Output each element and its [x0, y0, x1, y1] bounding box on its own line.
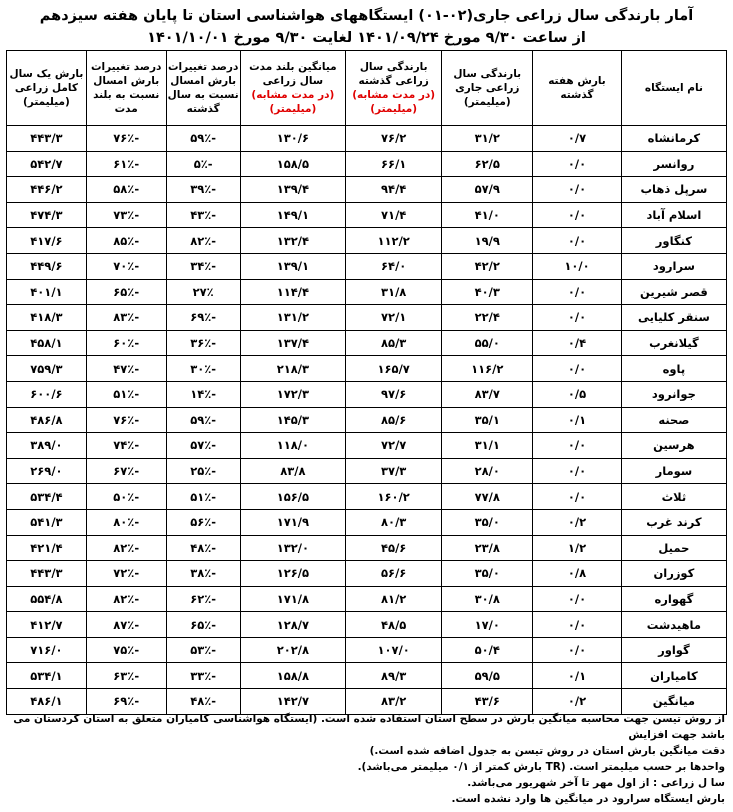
change-vs-longterm-cell: -۵۱٪: [86, 381, 166, 407]
change-vs-last-cell: -۱۴٪: [166, 381, 240, 407]
last-year-rain-cell: ۹۷/۶: [345, 381, 441, 407]
change-vs-longterm-cell: -۷۶٪: [86, 126, 166, 152]
last-year-rain-cell: ۷۶/۲: [345, 126, 441, 152]
change-vs-longterm-cell: -۸۵٪: [86, 228, 166, 254]
change-vs-longterm-cell: -۶۱٪: [86, 151, 166, 177]
change-vs-last-cell: -۳۴٪: [166, 253, 240, 279]
change-vs-last-cell: -۳۶٪: [166, 330, 240, 356]
table-row: [7, 509, 727, 535]
week-rain-cell: ۰/۰: [533, 279, 622, 305]
header-last-year: بارندگی سال زراعی گذشته (در مدت مشابه) (میلیمتر): [345, 51, 441, 126]
change-vs-last-cell: -۵۱٪: [166, 484, 240, 510]
longterm-avg-cell: ۱۳۲/۴: [240, 228, 345, 254]
station-name-cell: روانسر: [621, 151, 726, 177]
table-row: [7, 279, 727, 305]
last-year-rain-cell: ۷۲/۱: [345, 305, 441, 331]
longterm-avg-cell: ۱۲۸/۷: [240, 612, 345, 638]
station-name-cell: گواور: [621, 637, 726, 663]
longterm-avg-cell: ۸۳/۸: [240, 458, 345, 484]
current-rain-cell: ۱۱۶/۲: [442, 356, 533, 382]
station-name-cell: پاوه: [621, 356, 726, 382]
station-name-cell: صحنه: [621, 407, 726, 433]
full-year-rain-cell: ۵۳۴/۴: [7, 484, 87, 510]
current-rain-cell: ۴۱/۰: [442, 202, 533, 228]
longterm-avg-cell: ۱۴۹/۱: [240, 202, 345, 228]
footnote: دقت میانگین بارش استان در روش تیسن به جدول اضافه شده است.): [369, 745, 725, 757]
table-row: [7, 433, 727, 459]
change-vs-longterm-cell: -۸۳٪: [86, 305, 166, 331]
current-rain-cell: ۲۸/۰: [442, 458, 533, 484]
longterm-avg-cell: ۱۳۰/۶: [240, 126, 345, 152]
full-year-rain-cell: ۴۲۱/۴: [7, 535, 87, 561]
full-year-rain-cell: ۵۴۱/۳: [7, 509, 87, 535]
week-rain-cell: ۰/۲: [533, 689, 622, 715]
change-vs-last-cell: -۴۳٪: [166, 202, 240, 228]
change-vs-longterm-cell: -۶۳٪: [86, 663, 166, 689]
change-vs-longterm-cell: -۶۹٪: [86, 689, 166, 715]
longterm-avg-cell: ۱۱۴/۴: [240, 279, 345, 305]
current-rain-cell: ۵۵/۰: [442, 330, 533, 356]
station-name-cell: کرند غرب: [621, 509, 726, 535]
longterm-avg-cell: ۱۳۱/۲: [240, 305, 345, 331]
change-vs-longterm-cell: -۸۲٪: [86, 586, 166, 612]
table-row: [7, 151, 727, 177]
station-name-cell: کنگاور: [621, 228, 726, 254]
header-change-last: درصد تغییرات بارش امسال نسبت به سال گذشته: [166, 51, 240, 126]
full-year-rain-cell: ۵۵۴/۸: [7, 586, 87, 612]
table-row: [7, 586, 727, 612]
table-row: [7, 484, 727, 510]
longterm-avg-cell: ۱۷۲/۳: [240, 381, 345, 407]
station-name-cell: حمیل: [621, 535, 726, 561]
longterm-avg-cell: ۱۵۶/۵: [240, 484, 345, 510]
week-rain-cell: ۱۰/۰: [533, 253, 622, 279]
current-rain-cell: ۶۲/۵: [442, 151, 533, 177]
station-name-cell: اسلام آباد: [621, 202, 726, 228]
current-rain-cell: ۸۳/۷: [442, 381, 533, 407]
change-vs-last-cell: -۵۹٪: [166, 407, 240, 433]
change-vs-longterm-cell: -۷۵٪: [86, 637, 166, 663]
table-row: [7, 458, 727, 484]
full-year-rain-cell: ۴۴۳/۳: [7, 561, 87, 587]
longterm-avg-cell: ۱۳۹/۱: [240, 253, 345, 279]
change-vs-longterm-cell: -۷۲٪: [86, 561, 166, 587]
last-year-rain-cell: ۸۳/۲: [345, 689, 441, 715]
full-year-rain-cell: ۴۷۴/۳: [7, 202, 87, 228]
last-year-rain-cell: ۷۱/۴: [345, 202, 441, 228]
station-name-cell: هرسین: [621, 433, 726, 459]
table-row: [7, 535, 727, 561]
report-title: آمار بارندگی سال زراعی جاری(۰۲-۰۱) ایستگاههای هواشناسی استان تا پایان هفته سیزدهم: [39, 8, 694, 24]
longterm-avg-cell: ۲۱۸/۳: [240, 356, 345, 382]
current-rain-cell: ۲۳/۸: [442, 535, 533, 561]
station-name-cell: کامیاران: [621, 663, 726, 689]
full-year-rain-cell: ۴۴۳/۳: [7, 126, 87, 152]
header-full-year: بارش یک سال کامل زراعی (میلیمتر): [7, 51, 87, 126]
footnote: از روش تیسن جهت محاسبه میانگین بارش در سطح استان استفاده شده است. (ایستگاه هواشناسی کامیاران متعلق به استان کردستان می باشد جهت افزایش: [13, 713, 725, 741]
change-vs-longterm-cell: -۵۸٪: [86, 177, 166, 203]
change-vs-longterm-cell: -۷۶٪: [86, 407, 166, 433]
week-rain-cell: ۰/۱: [533, 407, 622, 433]
full-year-rain-cell: ۴۵۸/۱: [7, 330, 87, 356]
station-name-cell: سنقر کلیایی: [621, 305, 726, 331]
station-name-cell: گیلانغرب: [621, 330, 726, 356]
current-rain-cell: ۵۷/۹: [442, 177, 533, 203]
last-year-rain-cell: ۸۱/۲: [345, 586, 441, 612]
week-rain-cell: ۰/۲: [533, 509, 622, 535]
station-name-cell: گهواره: [621, 586, 726, 612]
longterm-avg-cell: ۱۴۲/۷: [240, 689, 345, 715]
change-vs-longterm-cell: -۶۰٪: [86, 330, 166, 356]
table-header-row: [7, 51, 727, 126]
full-year-rain-cell: ۴۸۶/۸: [7, 407, 87, 433]
change-vs-longterm-cell: -۸۲٪: [86, 535, 166, 561]
current-rain-cell: ۳۵/۰: [442, 509, 533, 535]
change-vs-longterm-cell: -۸۷٪: [86, 612, 166, 638]
week-rain-cell: ۰/۰: [533, 458, 622, 484]
station-name-cell: سرارود: [621, 253, 726, 279]
longterm-avg-cell: ۱۵۸/۵: [240, 151, 345, 177]
station-name-cell: سرپل ذهاب: [621, 177, 726, 203]
change-vs-last-cell: -۶۵٪: [166, 612, 240, 638]
current-rain-cell: ۵۰/۴: [442, 637, 533, 663]
header-station: نام ایستگاه: [621, 51, 726, 126]
change-vs-longterm-cell: -۵۰٪: [86, 484, 166, 510]
week-rain-cell: ۰/۰: [533, 586, 622, 612]
longterm-avg-cell: ۱۳۹/۴: [240, 177, 345, 203]
week-rain-cell: ۰/۰: [533, 177, 622, 203]
table-row: [7, 305, 727, 331]
rainfall-table: [6, 50, 727, 715]
last-year-rain-cell: ۴۸/۵: [345, 612, 441, 638]
full-year-rain-cell: ۴۴۶/۲: [7, 177, 87, 203]
footnote: سا ل زراعی : از اول مهر تا آخر شهریور می‌باشد.: [467, 777, 725, 789]
week-rain-cell: ۰/۰: [533, 433, 622, 459]
change-vs-last-cell: -۵۹٪: [166, 126, 240, 152]
table-row: [7, 253, 727, 279]
last-year-rain-cell: ۷۲/۷: [345, 433, 441, 459]
full-year-rain-cell: ۵۳۴/۱: [7, 663, 87, 689]
last-year-rain-cell: ۹۴/۴: [345, 177, 441, 203]
table-row: [7, 228, 727, 254]
table-row: [7, 356, 727, 382]
change-vs-longterm-cell: -۶۷٪: [86, 458, 166, 484]
full-year-rain-cell: ۶۰۰/۶: [7, 381, 87, 407]
week-rain-cell: ۰/۰: [533, 612, 622, 638]
station-name-cell: میانگین: [621, 689, 726, 715]
longterm-avg-cell: ۱۷۱/۸: [240, 586, 345, 612]
change-vs-last-cell: -۴۸٪: [166, 689, 240, 715]
table-row: [7, 612, 727, 638]
table-row: [7, 561, 727, 587]
longterm-avg-cell: ۱۱۸/۰: [240, 433, 345, 459]
full-year-rain-cell: ۴۱۸/۳: [7, 305, 87, 331]
current-rain-cell: ۷۷/۸: [442, 484, 533, 510]
station-name-cell: کوزران: [621, 561, 726, 587]
current-rain-cell: ۳۵/۱: [442, 407, 533, 433]
week-rain-cell: ۰/۸: [533, 561, 622, 587]
week-rain-cell: ۱/۲: [533, 535, 622, 561]
week-rain-cell: ۰/۰: [533, 356, 622, 382]
last-year-rain-cell: ۱۶۰/۲: [345, 484, 441, 510]
last-year-rain-cell: ۸۰/۳: [345, 509, 441, 535]
table-row: [7, 177, 727, 203]
week-rain-cell: ۰/۴: [533, 330, 622, 356]
last-year-rain-cell: ۳۱/۸: [345, 279, 441, 305]
longterm-avg-cell: ۲۰۲/۸: [240, 637, 345, 663]
header-longterm: میانگین بلند مدت سال زراعی (در مدت مشابه) (میلیمتر): [240, 51, 345, 126]
last-year-rain-cell: ۸۹/۳: [345, 663, 441, 689]
station-name-cell: سومار: [621, 458, 726, 484]
full-year-rain-cell: ۲۶۹/۰: [7, 458, 87, 484]
last-year-rain-cell: ۱۶۵/۷: [345, 356, 441, 382]
last-year-rain-cell: ۳۷/۳: [345, 458, 441, 484]
change-vs-last-cell: -۴۸٪: [166, 535, 240, 561]
last-year-rain-cell: ۴۵/۶: [345, 535, 441, 561]
full-year-rain-cell: ۷۵۹/۳: [7, 356, 87, 382]
current-rain-cell: ۳۱/۲: [442, 126, 533, 152]
table-row: [7, 330, 727, 356]
longterm-avg-cell: ۱۷۱/۹: [240, 509, 345, 535]
last-year-rain-cell: ۸۵/۳: [345, 330, 441, 356]
table-row: [7, 663, 727, 689]
current-rain-cell: ۱۷/۰: [442, 612, 533, 638]
report-date-range: از ساعت ۹/۳۰ مورخ ۱۴۰۱/۰۹/۲۴ لغایت ۹/۳۰ مورخ ۱۴۰۱/۱۰/۰۱: [147, 30, 586, 46]
table-row: [7, 407, 727, 433]
station-name-cell: قصر شیرین: [621, 279, 726, 305]
full-year-rain-cell: ۷۱۶/۰: [7, 637, 87, 663]
change-vs-longterm-cell: -۷۳٪: [86, 202, 166, 228]
week-rain-cell: ۰/۰: [533, 305, 622, 331]
full-year-rain-cell: ۳۸۹/۰: [7, 433, 87, 459]
longterm-avg-cell: ۱۳۲/۰: [240, 535, 345, 561]
longterm-avg-cell: ۱۲۶/۵: [240, 561, 345, 587]
change-vs-last-cell: -۶۲٪: [166, 586, 240, 612]
last-year-rain-cell: ۱۰۷/۰: [345, 637, 441, 663]
change-vs-last-cell: -۲۵٪: [166, 458, 240, 484]
header-change-longterm: درصد تغییرات بارش امسال نسبت به بلند مدت: [86, 51, 166, 126]
current-rain-cell: ۳۵/۰: [442, 561, 533, 587]
header-week: بارش هفته گذشته: [533, 51, 622, 126]
last-year-rain-cell: ۱۱۲/۲: [345, 228, 441, 254]
footnote: بارش ایستگاه سرارود در میانگین ها وارد نشده است.: [451, 793, 725, 805]
longterm-avg-cell: ۱۵۸/۸: [240, 663, 345, 689]
change-vs-last-cell: ۲۷٪: [166, 279, 240, 305]
current-rain-cell: ۳۰/۸: [442, 586, 533, 612]
week-rain-cell: ۰/۷: [533, 126, 622, 152]
full-year-rain-cell: ۵۴۲/۷: [7, 151, 87, 177]
full-year-rain-cell: ۴۸۶/۱: [7, 689, 87, 715]
table-row: [7, 126, 727, 152]
week-rain-cell: ۰/۵: [533, 381, 622, 407]
change-vs-last-cell: -۳۰٪: [166, 356, 240, 382]
change-vs-last-cell: -۵۶٪: [166, 509, 240, 535]
change-vs-last-cell: -۳۸٪: [166, 561, 240, 587]
change-vs-last-cell: -۵۷٪: [166, 433, 240, 459]
change-vs-longterm-cell: -۷۴٪: [86, 433, 166, 459]
full-year-rain-cell: ۴۰۱/۱: [7, 279, 87, 305]
change-vs-last-cell: -۳۹٪: [166, 177, 240, 203]
last-year-rain-cell: ۵۶/۶: [345, 561, 441, 587]
table-row: [7, 381, 727, 407]
week-rain-cell: ۰/۰: [533, 151, 622, 177]
longterm-avg-cell: ۱۳۷/۴: [240, 330, 345, 356]
footnote: واحدها بر حسب میلیمتر است. (TR بارش کمتر از ۰/۱ میلیمتر می‌باشد).: [357, 761, 725, 773]
longterm-avg-cell: ۱۴۵/۳: [240, 407, 345, 433]
station-name-cell: ثلاث: [621, 484, 726, 510]
change-vs-last-cell: -۳۳٪: [166, 663, 240, 689]
table-body: [7, 126, 727, 715]
current-rain-cell: ۴۳/۶: [442, 689, 533, 715]
change-vs-longterm-cell: -۶۵٪: [86, 279, 166, 305]
week-rain-cell: ۰/۰: [533, 202, 622, 228]
current-rain-cell: ۲۲/۴: [442, 305, 533, 331]
station-name-cell: جوانرود: [621, 381, 726, 407]
current-rain-cell: ۱۹/۹: [442, 228, 533, 254]
full-year-rain-cell: ۴۱۲/۷: [7, 612, 87, 638]
change-vs-last-cell: -۶۹٪: [166, 305, 240, 331]
week-rain-cell: ۰/۰: [533, 228, 622, 254]
change-vs-longterm-cell: -۸۰٪: [86, 509, 166, 535]
header-current: بارندگی سال زراعی جاری (میلیمتر): [442, 51, 533, 126]
change-vs-last-cell: -۵٪: [166, 151, 240, 177]
week-rain-cell: ۰/۰: [533, 637, 622, 663]
current-rain-cell: ۵۹/۵: [442, 663, 533, 689]
full-year-rain-cell: ۴۱۷/۶: [7, 228, 87, 254]
station-name-cell: ماهیدشت: [621, 612, 726, 638]
current-rain-cell: ۳۱/۱: [442, 433, 533, 459]
footnotes: [8, 711, 725, 807]
table-row: [7, 202, 727, 228]
full-year-rain-cell: ۴۴۹/۶: [7, 253, 87, 279]
week-rain-cell: ۰/۰: [533, 484, 622, 510]
station-name-cell: کرمانشاه: [621, 126, 726, 152]
current-rain-cell: ۴۲/۲: [442, 253, 533, 279]
last-year-rain-cell: ۸۵/۶: [345, 407, 441, 433]
week-rain-cell: ۰/۱: [533, 663, 622, 689]
last-year-rain-cell: ۶۴/۰: [345, 253, 441, 279]
change-vs-last-cell: -۵۳٪: [166, 637, 240, 663]
change-vs-longterm-cell: -۷۰٪: [86, 253, 166, 279]
last-year-rain-cell: ۶۶/۱: [345, 151, 441, 177]
table-row: [7, 637, 727, 663]
change-vs-longterm-cell: -۴۷٪: [86, 356, 166, 382]
change-vs-last-cell: -۸۲٪: [166, 228, 240, 254]
current-rain-cell: ۴۰/۳: [442, 279, 533, 305]
